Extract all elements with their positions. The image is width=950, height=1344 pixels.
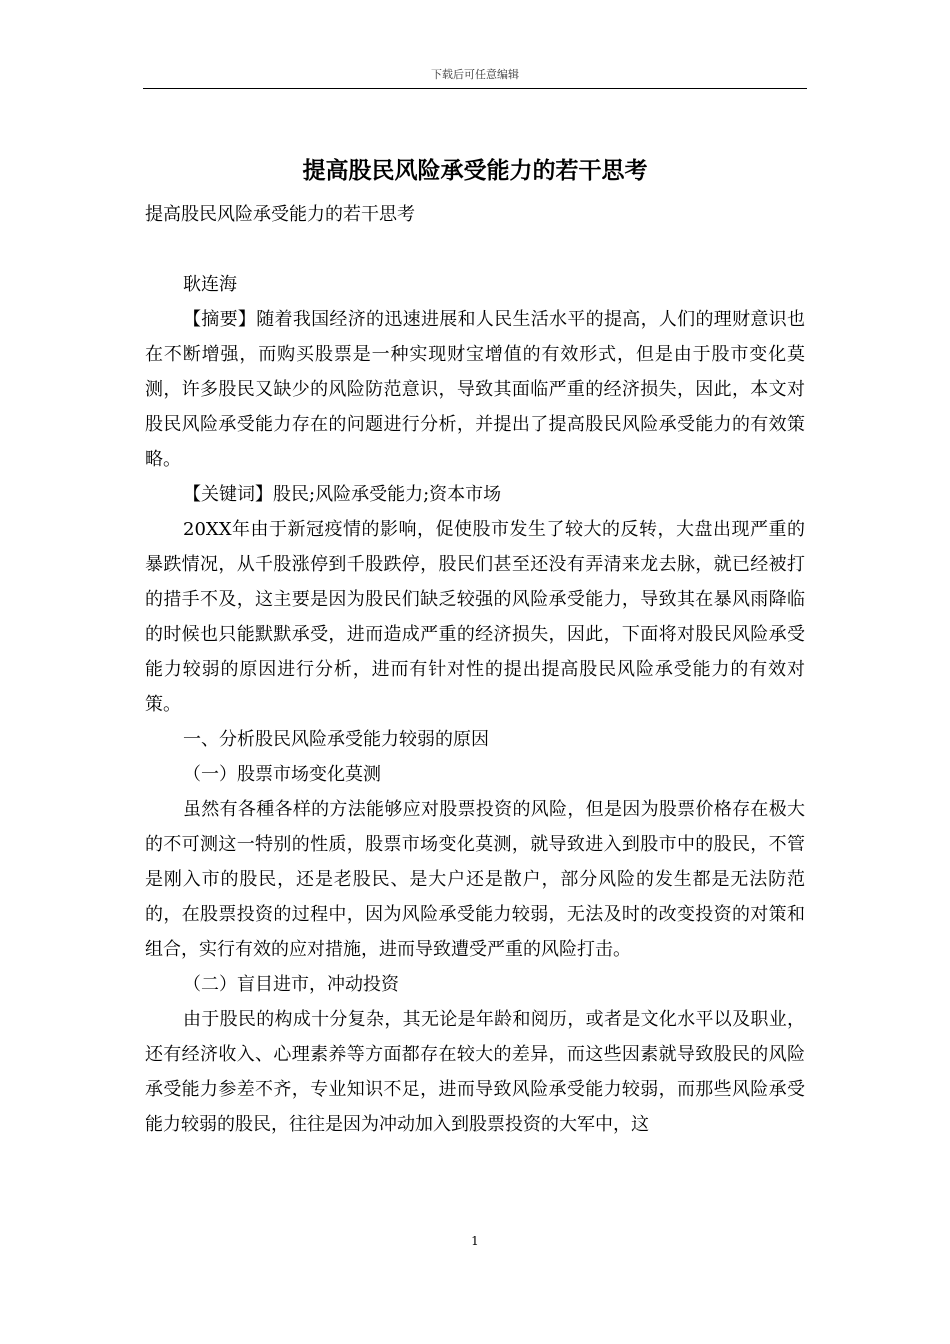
header-divider <box>143 88 807 89</box>
subsection-heading-1: （一）股票市场变化莫测 <box>183 764 381 785</box>
keywords-line: 【关键词】股民;风险承受能力;资本市场 <box>183 484 502 505</box>
document-body <box>145 197 805 1142</box>
author-name: 耿连海 <box>183 274 237 295</box>
subsection-paragraph-2: 由于股民的构成十分复杂，其无论是年龄和阅历，或者是文化水平以及职业，还有经济收入、心理素养等方面都存在较大的差异，而这些因素就导致股民的风险承受能力参差不齐，专业知识不足，进而导致风险承受能力较弱，而那些风险承受能力较弱的股民，往往是因为冲动加入到股票投资的大军中，这 <box>145 1009 805 1135</box>
header-note: 下载后可任意编辑 <box>431 68 519 81</box>
intro-paragraph: 20XX年由于新冠疫情的影响，促使股市发生了较大的反转，大盘出现严重的暴跌情况，从千股涨停到千股跌停，股民们甚至还没有弄清来龙去脉，就已经被打的措手不及，这主要是因为股民们缺乏较强的风险承受能力，导致其在暴风雨降临的时候也只能默默承受，进而造成严重的经济损失，因此，下面将对股民风险承受能力较弱的原因进行分析，进而有针对性的提出提高股民风险承受能力的有效对策。 <box>145 519 805 715</box>
abstract-paragraph: 【摘要】随着我国经济的迅速进展和人民生活水平的提高，人们的理财意识也在不断增强，而购买股票是一种实现财宝增值的有效形式，但是由于股市变化莫测，许多股民又缺少的风险防范意识，导致其面临严重的经济损失，因此，本文对股民风险承受能力存在的问题进行分析，并提出了提高股民风险承受能力的有效策略。 <box>145 309 805 470</box>
page-number: 1 <box>471 1234 479 1248</box>
subsection-paragraph-1: 虽然有各種各样的方法能够应对股票投资的风险，但是因为股票价格存在极大的不可测这一特别的性质，股票市场变化莫测，就导致进入到股市中的股民，不管是刚入市的股民，还是老股民、是大户还是散户，部分风险的发生都是无法防范的，在股票投资的过程中，因为风险承受能力较弱，无法及时的改变投资的对策和组合，实行有效的应对措施，进而导致遭受严重的风险打击。 <box>145 799 805 960</box>
subsection-heading-2: （二）盲目进市，冲动投资 <box>183 974 399 995</box>
section-heading-1: 一、分析股民风险承受能力较弱的原因 <box>183 729 489 750</box>
document-subtitle: 提高股民风险承受能力的若干思考 <box>145 204 415 225</box>
document-title: 提高股民风险承受能力的若干思考 <box>302 157 648 184</box>
blank-line <box>145 232 805 267</box>
